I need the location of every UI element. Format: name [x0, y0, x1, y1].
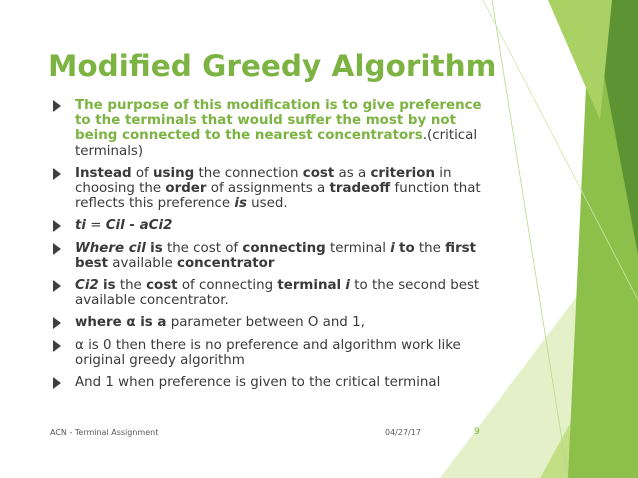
- text-run: of assignments a: [206, 181, 330, 197]
- text-run: concentrator: [177, 255, 275, 271]
- bullet-item: [50, 375, 490, 390]
- bullet-item: [50, 98, 490, 159]
- text-run: criterion: [370, 165, 435, 181]
- text-run: terminal: [325, 240, 391, 256]
- text-run: the: [115, 278, 147, 294]
- bullet-arrow-icon: [53, 243, 61, 255]
- text-run: of: [131, 165, 154, 181]
- text-run: cost: [146, 278, 178, 294]
- text-run: tradeoff: [329, 181, 391, 197]
- bullet-item: [50, 338, 490, 368]
- text-run: Where cil: [75, 240, 146, 256]
- bullet-text: [75, 338, 461, 368]
- text-run: The purpose of this modification is to give preference to the terminals that would suffer the most by not being connected to the nearest concentrators: [75, 98, 482, 144]
- text-run: function that reflects this preference: [75, 181, 481, 212]
- text-run: ti: [75, 218, 86, 234]
- bullet-arrow-icon: [53, 317, 61, 329]
- text-run: connecting: [242, 240, 326, 256]
- text-run: using: [153, 165, 195, 181]
- bullet-arrow-icon: [53, 340, 61, 352]
- text-run: is: [103, 278, 116, 294]
- text-run: of connecting: [177, 278, 278, 294]
- text-run: terminal: [277, 278, 342, 294]
- text-run: to the second best available concentrator.: [75, 278, 480, 309]
- text-run: first best: [75, 240, 477, 271]
- text-run: the: [414, 240, 446, 256]
- footer-date: 04/27/17: [385, 428, 421, 437]
- bullet-item: [50, 166, 490, 212]
- text-run: order: [165, 181, 207, 197]
- slide-title: Modified Greedy Algorithm: [48, 49, 497, 83]
- bullet-text: [75, 315, 365, 330]
- bullet-arrow-icon: [53, 377, 61, 389]
- text-run: to: [399, 240, 415, 256]
- text-run: i: [345, 278, 350, 294]
- bullet-item: [50, 278, 490, 308]
- footer-title: ACN - Terminal Assignment: [50, 428, 159, 437]
- bullet-text: [75, 166, 481, 211]
- text-run: Instead: [75, 165, 132, 181]
- bullet-text: [75, 98, 482, 159]
- text-run: And 1 when preference is given to the critical terminal: [75, 375, 441, 391]
- text-run: in choosing the: [75, 165, 452, 197]
- text-run: used.: [246, 196, 288, 212]
- bullet-arrow-icon: [53, 168, 61, 180]
- bullet-arrow-icon: [53, 220, 61, 232]
- text-run: is: [150, 240, 163, 256]
- bullet-arrow-icon: [53, 280, 61, 292]
- text-run: =: [86, 218, 106, 234]
- text-run: Ci2: [75, 278, 99, 294]
- text-run: is: [234, 196, 247, 212]
- slide-number: 9: [474, 427, 480, 437]
- text-run: where α is a: [75, 315, 167, 331]
- text-run: as a: [334, 165, 371, 181]
- text-run: cost: [302, 165, 335, 181]
- bullet-item: [50, 241, 490, 271]
- text-run: parameter between O and 1,: [166, 315, 365, 331]
- bullet-text: [75, 375, 440, 390]
- bullet-item: [50, 315, 490, 330]
- text-run: i: [390, 240, 395, 256]
- bullet-text: [75, 278, 479, 308]
- bullet-list: [50, 98, 490, 397]
- text-run: Cil - aCi2: [105, 218, 173, 234]
- text-run: α is 0 then there is no preference and algorithm work like original greedy algorithm: [75, 337, 461, 368]
- bullet-text: [75, 218, 172, 233]
- bullet-item: [50, 218, 490, 233]
- bullet-arrow-icon: [53, 100, 61, 112]
- text-run: the connection: [194, 165, 303, 181]
- text-run: .(critical terminals): [75, 128, 478, 159]
- text-run: available: [108, 255, 178, 271]
- bullet-text: [75, 241, 476, 271]
- text-run: the cost of: [162, 240, 243, 256]
